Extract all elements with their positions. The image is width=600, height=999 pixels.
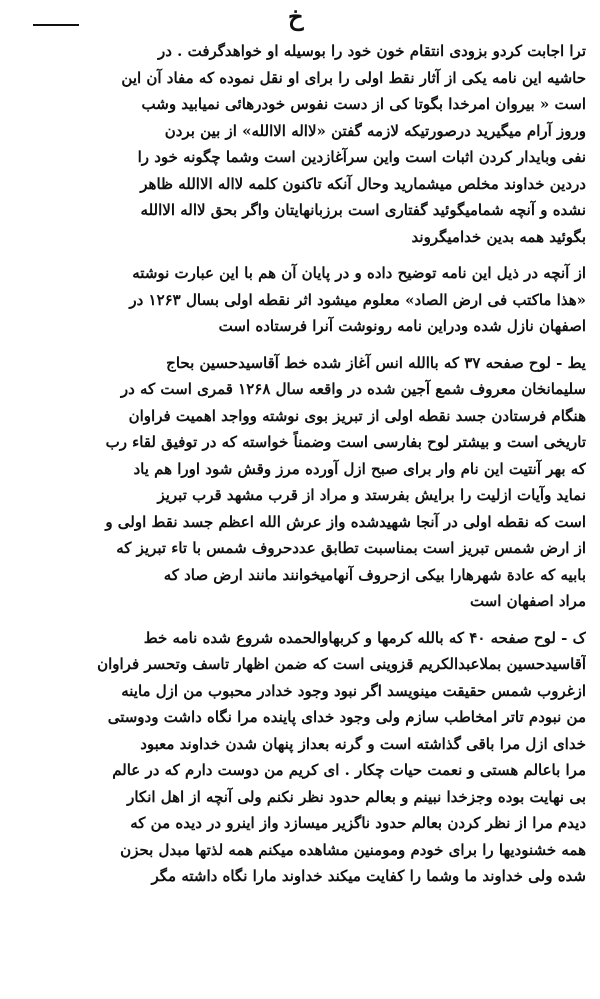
text-line: همه خشنودیها را برای خودم ومومنین مشاهده میکنم همه لذتها مبدل بحزن (120, 840, 586, 859)
text-line: که بهر آنتیت این نام وار برای صبح ازل آورده مرز وقش شود اورا هم یاد (133, 459, 586, 478)
paragraph (18, 260, 586, 340)
text-line: تاریخی است و بیشتر لوح بفارسی است وضمناً خواسته که در توفیق لقاء رب (105, 433, 586, 451)
page-header (0, 2, 600, 38)
header-rule (33, 24, 79, 26)
text-line: اصفهان نازل شده ودراین نامه رونوشت آنرا فرستاده است (218, 317, 586, 335)
text-line: است « بیروان امرخدا بگوتا کی از دست نفوس خودرهائی نمیابید وشب (141, 95, 586, 113)
paragraph (18, 38, 586, 250)
paragraph (18, 625, 586, 890)
text-line: ترا اجابت کردو بزودی انتقام خون خود را بوسیله او خواهدگرفت . در (158, 42, 586, 60)
text-line: مراد اصفهان است (469, 592, 586, 610)
text-line: یط - لوح صفحه ۳۷ که باالله انس آغاز شده خط آقاسیدحسین بحاج (166, 353, 586, 372)
text-line: ک - لوح صفحه ۴۰ که بالله کرمها و کربهاوالحمده شروع شده نامه خط (143, 628, 586, 647)
text-line: نشده و آنچه شمامیگوئید گفتاری است برزبانهایتان واگر بحق لااله الاالله (140, 201, 586, 219)
text-line: ازغروب شمس حقیقت مینویسد اگر نبود وجود خدادر محبوب من ازل ماینه (121, 681, 586, 700)
text-line: نماید وآیات ازلیت را برایش بفرستد و مراد از قرب مشهد قرب تبریز (157, 486, 586, 504)
text-line: بابیه که عادة شهرهارا بیکی ازحروف آنهامیخوانند مانند ارض صاد که (163, 565, 586, 584)
text-line: خدای ازل مرا باقی گذاشته است و گرنه بعداز پنهان شدن خداوند معبود (140, 734, 586, 753)
text-line: مرا باعالم هستی و نعمت حیات چکار . ای کریم من دوست دارم که در عالم (112, 761, 586, 779)
text-line: وروز آرام میگیرید درصورتیکه لازمه گفتن «لااله الاالله» از بین بردن (164, 121, 586, 140)
text-line: هنگام فرستادن جسد نقطه اولی از تبریز بوی نوشته وواجد اهمیت فراوان (128, 406, 586, 425)
text-line: آقاسیدحسین بملاعبدالکریم قزوینی است که ضمن اظهار تاسف وتحسر فراوان (97, 655, 586, 673)
text-line: من نبودم تاتر امخاطب سازم ولی وجود خدای پاینده مرا نگاه داشت ودوستی (107, 708, 586, 726)
text-line: از آنچه در ذیل این نامه توضیح داده و در پایان آن هم با این عبارت نوشته (132, 264, 586, 282)
text-line: شده ولی خداوند ما وشما را کفایت میکند خداوند مارا نگاه داشته مگر (151, 867, 586, 885)
text-line: نفی وبایدار کردن اثبات است واین سرآغازدین است وشما چگونه خود را (137, 148, 586, 166)
paragraph (18, 350, 586, 615)
document-body (18, 38, 586, 890)
text-line: «هذا ماکتب فی ارض الصاد» معلوم میشود اثر نقطه اولی بسال ۱۲۶۳ در (129, 290, 586, 309)
page-letter: خ (288, 2, 304, 31)
text-line: بگوئید همه بدین خدامیگروند (411, 227, 586, 246)
text-line: بی نهایت بوده وجزخدا نبینم و بعالم حدود نظر نکنم ولی آنچه از اهل انکار (127, 787, 586, 806)
text-line: دردین خداوند مخلص میشمارید وحال آنکه تاکنون کلمه لااله الاالله ظاهر (140, 174, 586, 193)
text-line: حاشیه این نامه یکی از آثار نقط اولی را برای او نقل نموده که مفاد آن این (121, 68, 586, 87)
text-line: است که نقطه اولی در آنجا شهیدشده واز عرش الله اعظم جسد نقط اولی و (105, 512, 586, 531)
text-line: از ارض شمس تبریز است بمناسبت تطابق عددحروف شمس با تاء تبریز که (116, 539, 586, 557)
text-line: دیدم مرا از نظر کردن بعالم حدود ناگزیر میسازد واز اینرو در دیده من که (130, 814, 586, 832)
text-line: سلیمانخان معروف شمع آجین شده در واقعه سال ۱۲۶۸ قمری است که در (120, 380, 586, 398)
